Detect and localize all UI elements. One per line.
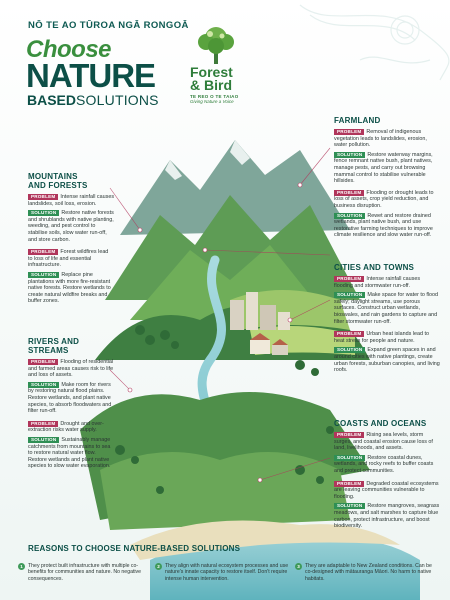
rivers-item-2: [28, 421, 116, 470]
mountains-problem-2: Forest wildfires lead to loss of life and essential infrastructure.: [28, 249, 109, 269]
problem-tag: PROBLEM: [334, 331, 364, 337]
title-choose: Choose: [26, 36, 112, 63]
rivers-problem-2: Drought and over-extraction risks water supply.: [28, 420, 104, 434]
reason-3: [297, 563, 440, 582]
cities-problem-1: Intense rainfall causes flooding and stormwater run-off.: [334, 276, 421, 289]
cities-problem-2: Urban heat islands lead to heat stress for people and nature.: [334, 331, 430, 344]
problem-tag: PROBLEM: [28, 421, 58, 427]
section-coasts-title: COASTS AND OCEANS: [334, 419, 427, 428]
reasons-title: REASONS TO CHOOSE NATURE-BASED SOLUTIONS: [28, 544, 241, 553]
solution-tag: SOLUTION: [28, 210, 59, 216]
cities-solution-2: Expand green spaces in and around cities with native plantings, create urban forests, suburban canopies, and living roofs.: [334, 347, 440, 374]
rivers-solution-1: Make room for rivers by restoring natural flood plains. Restore wetlands, and plant native species, to absorb floodwaters and filter run-off.: [28, 381, 112, 415]
rivers-item-1: [28, 359, 116, 415]
section-rivers: [28, 337, 116, 475]
cities-solution-1: Make space for water to flood safely; daylight streams, use porous surfaces. Construct urban wetlands, bioswales, and rain gardens to capture and filter stormwater run-off.: [334, 292, 439, 325]
mountains-solution-2: Replace pine plantations with more fire-resistant native forests. Restore wetlands to create natural wildfire breaks and buffer zones.: [28, 271, 111, 305]
farmland-item-2: [334, 190, 440, 239]
cities-item-2: [334, 331, 440, 374]
logo-motto: Giving Nature a Voice: [190, 99, 234, 104]
coasts-solution-1: Restore coastal dunes, wetlands, and rocky reefs to buffer coasts and protect communities.: [334, 454, 434, 474]
problem-tag: PROBLEM: [334, 481, 364, 487]
mountains-problem-1: Intense rainfall causes landslides, soil loss, erosion.: [28, 194, 115, 207]
problem-tag: PROBLEM: [334, 190, 364, 196]
farmland-problem-2: Flooding or drought leads to loss of assets, crop yield reduction, and business disruption.: [334, 189, 434, 209]
logo-name: [190, 66, 233, 92]
solution-tag: SOLUTION: [28, 382, 59, 388]
section-mountains-title-1: MOUNTAINS: [28, 172, 78, 181]
rivers-solution-2: Sustainably manage catchments from mountains to sea to restore natural water flow. Restore wetlands and plant native species to slow water evaporation.: [28, 436, 111, 470]
problem-tag: PROBLEM: [28, 249, 58, 255]
solution-tag: SOLUTION: [334, 347, 365, 353]
title-based-word: BASED: [27, 92, 77, 108]
coasts-item-1: [334, 432, 440, 475]
problem-tag: PROBLEM: [334, 129, 364, 135]
coasts-item-2: [334, 481, 440, 530]
rivers-problem-1: Flooding of residential and farmed areas causes risk to life and loss of assets.: [28, 359, 114, 379]
coasts-problem-2: Degraded coastal ecosystems are leaving communities vulnerable to flooding.: [334, 480, 439, 500]
title-nature: NATURE: [26, 57, 156, 94]
logo-subtitle: TE REO O TE TAIAO: [190, 94, 239, 99]
reason-1: [20, 563, 150, 582]
tagline-maori: NŌ TE AO TŪROA NGĀ RONGOĀ: [28, 20, 189, 31]
farmland-solution-2: Rewet and restore drained wetlands, plant native bush, and use restorative farming techniques to improve climate resilience and slow water run-off.: [334, 212, 433, 239]
title-solutions-word: SOLUTIONS: [76, 92, 159, 108]
solution-tag: SOLUTION: [334, 213, 365, 219]
tree-icon: [194, 24, 238, 66]
reason-number-3: 3: [295, 563, 302, 570]
reason-2: [157, 563, 290, 582]
reason-text-2: They align with natural ecosystem processes and use nature's innate capacity to restore itself. Don't require intense human intervention.: [165, 563, 289, 582]
problem-tag: PROBLEM: [28, 359, 58, 365]
solution-tag: SOLUTION: [334, 152, 365, 158]
section-cities: [334, 263, 440, 379]
mountains-item-1: [28, 194, 114, 243]
section-mountains: [28, 172, 114, 310]
problem-tag: PROBLEM: [334, 432, 364, 438]
solution-tag: SOLUTION: [334, 292, 365, 298]
section-mountains-title-2: AND FORESTS: [28, 181, 88, 190]
solution-tag: SOLUTION: [28, 272, 59, 278]
mountains-solution-1: Restore native forests and shrublands with native planting, weeding, and pest control to stabilise soils, slow water run-off, and store carbon.: [28, 210, 114, 243]
cities-item-1: [334, 276, 440, 325]
reason-number-2: 2: [155, 563, 162, 570]
title-based-solutions: [27, 93, 159, 107]
farmland-item-1: [334, 129, 440, 185]
coasts-solution-2: Restore mangroves, seagrass meadows, and salt marshes to capture blue carbon, protect infrastructure, and boost biodiversity.: [334, 503, 440, 530]
logo-name-line2: & Bird: [190, 77, 232, 93]
section-farmland-title: FARMLAND: [334, 116, 381, 125]
farmland-solution-1: Restore waterway margins, fence remnant native bush, plant natives, manage pests, and carry out browsing mammal control to stabilise vulnerable hillsides.: [334, 151, 433, 185]
solution-tag: SOLUTION: [334, 455, 365, 461]
logo-name-line1: Forest: [190, 64, 233, 80]
reason-text-1: They protect built infrastructure with multiple co-benefits for communities and nature. No negative consequences.: [28, 563, 142, 582]
problem-tag: PROBLEM: [28, 194, 58, 200]
coasts-problem-1: Rising sea levels, storm surges, and coastal erosion cause loss of land, livelihoods, and assets.: [334, 432, 433, 452]
section-rivers-title-2: STREAMS: [28, 346, 69, 355]
mountains-item-2: [28, 249, 114, 305]
section-rivers-title-1: RIVERS AND: [28, 337, 80, 346]
farmland-problem-1: Removal of indigenous vegetation leads to landslides, erosion, water pollution.: [334, 129, 427, 149]
section-cities-title: CITIES AND TOWNS: [334, 263, 415, 272]
reason-number-1: 1: [18, 563, 25, 570]
section-farmland: [334, 116, 440, 244]
reason-text-3: They are adaptable to New Zealand conditions. Can be co-designed with mātauranga Māori. No harm to native habitats.: [305, 563, 432, 582]
solution-tag: SOLUTION: [28, 437, 59, 443]
problem-tag: PROBLEM: [334, 276, 364, 282]
section-coasts: [334, 419, 440, 535]
solution-tag: SOLUTION: [334, 503, 365, 509]
